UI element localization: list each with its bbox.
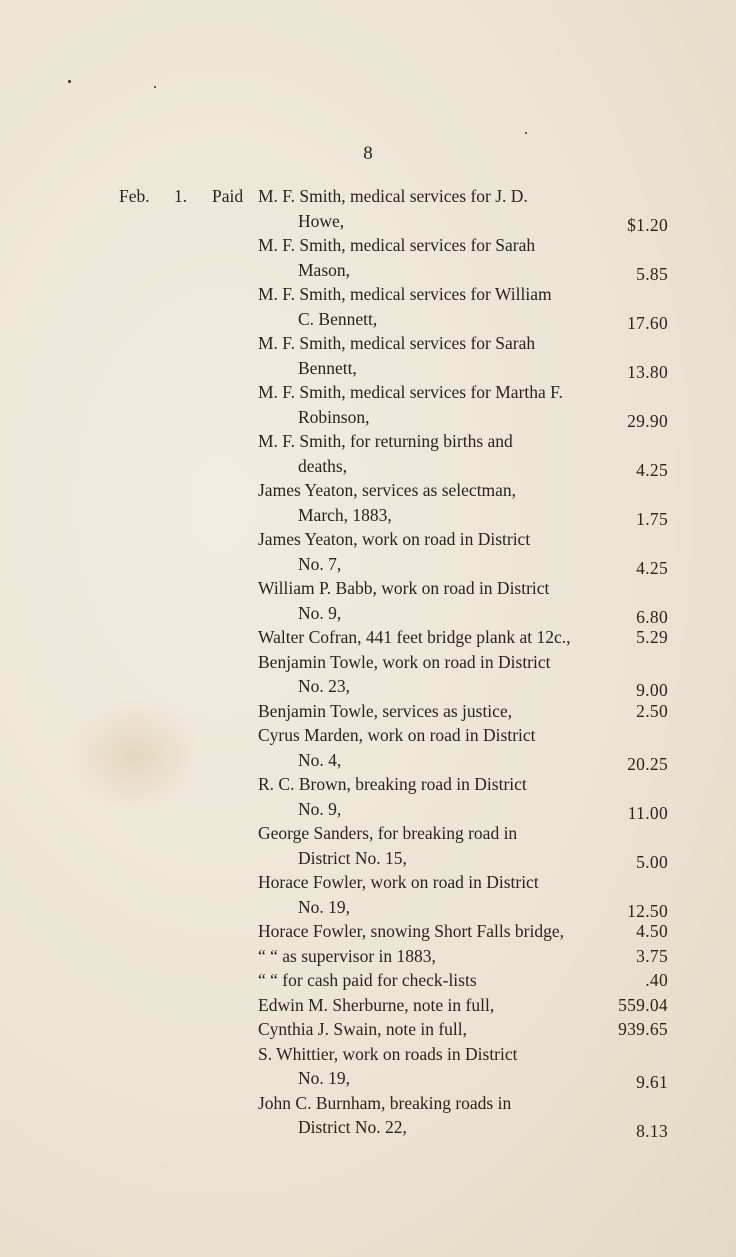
entry-description: Benjamin Towle, work on road in District <box>258 651 551 672</box>
entry-amount: 11.00 <box>627 802 668 823</box>
entry-description-continued: No. 19, <box>298 1068 351 1088</box>
ledger-entry <box>0 186 736 235</box>
entry-amount: 939.65 <box>618 1019 668 1039</box>
ledger-entry <box>0 921 736 946</box>
entry-amount: 20.25 <box>627 753 668 774</box>
entry-description-continued: March, 1883, <box>298 504 392 525</box>
ledger-entry <box>0 872 736 921</box>
ledger-entry <box>0 823 736 872</box>
entry-amount: 4.25 <box>636 557 668 578</box>
entry-description: Edwin M. Sherburne, note in full, <box>258 994 495 1015</box>
entry-description-continued: C. Bennett, <box>298 308 378 329</box>
entry-description: William P. Babb, work on road in District <box>258 578 550 598</box>
entry-description: Horace Fowler, snowing Short Falls bridge, <box>258 921 564 941</box>
ink-speck <box>154 86 156 88</box>
ledger-entry <box>0 652 736 701</box>
entry-amount: 5.85 <box>636 263 668 284</box>
entry-amount: 559.04 <box>618 994 668 1015</box>
entry-description-continued: No. 7, <box>298 553 342 574</box>
entry-description: M. F. Smith, medical services for Sarah <box>258 333 536 353</box>
entry-description: “ “ for cash paid for check-lists <box>258 970 477 990</box>
entry-description-continued: No. 9, <box>298 798 342 819</box>
entry-description-continued: deaths, <box>298 455 348 476</box>
entry-amount: 5.00 <box>636 851 668 872</box>
entry-amount: .40 <box>645 970 668 990</box>
ledger-entry <box>0 431 736 480</box>
entry-description-continued: District No. 15, <box>298 847 407 868</box>
entry-description: George Sanders, for breaking road in <box>258 823 518 843</box>
entry-description: Cyrus Marden, work on road in District <box>258 725 536 745</box>
entry-amount: 4.25 <box>636 459 668 480</box>
entry-description: M. F. Smith, medical services for Sarah <box>258 235 536 255</box>
ledger-entry <box>0 774 736 823</box>
entry-description-continued: No. 4, <box>298 749 342 770</box>
entry-description: M. F. Smith, medical services for William <box>258 284 552 304</box>
ledger-entry <box>0 725 736 774</box>
entry-amount: 12.50 <box>627 900 668 921</box>
ledger-entry <box>0 1093 736 1142</box>
entry-description: S. Whittier, work on roads in District <box>258 1043 518 1064</box>
entry-amount: 6.80 <box>636 606 668 627</box>
entry-description-continued: Mason, <box>298 259 351 280</box>
ledger-entry <box>0 284 736 333</box>
ledger-entry <box>0 235 736 284</box>
ledger-entry <box>0 995 736 1020</box>
paid-label: Paid <box>212 186 244 206</box>
entry-description: Walter Cofran, 441 feet bridge plank at 12c., <box>258 627 571 647</box>
entry-amount: 13.80 <box>627 361 668 382</box>
ledger-entry <box>0 529 736 578</box>
entry-description: R. C. Brown, breaking road in District <box>258 774 527 794</box>
entry-amount: 9.61 <box>636 1072 668 1092</box>
ledger-entry <box>0 333 736 382</box>
ledger-entry <box>0 1044 736 1093</box>
entry-description: M. F. Smith, medical services for Martha F. <box>258 382 563 402</box>
entry-description: Benjamin Towle, services as justice, <box>258 700 513 721</box>
entry-amount: 29.90 <box>627 410 668 431</box>
entry-amount: 1.75 <box>636 508 668 529</box>
entry-description: James Yeaton, services as selectman, <box>258 480 517 500</box>
entry-amount: 3.75 <box>636 945 668 966</box>
ledger-entry <box>0 627 736 652</box>
entry-amount: 2.50 <box>636 700 668 721</box>
ledger-entry <box>0 480 736 529</box>
entry-description-continued: No. 9, <box>298 602 342 623</box>
ink-speck <box>68 80 71 83</box>
ledger-entry <box>0 946 736 971</box>
entry-description: James Yeaton, work on road in District <box>258 529 531 549</box>
entry-description-continued: No. 23, <box>298 676 351 696</box>
entry-description: Cynthia J. Swain, note in full, <box>258 1019 468 1039</box>
ledger-entries <box>0 186 736 1142</box>
entry-description-continued: No. 19, <box>298 896 351 917</box>
entry-description: “ “ as supervisor in 1883, <box>258 945 436 966</box>
date-day: 1. <box>174 186 188 206</box>
entry-amount: 9.00 <box>636 680 668 700</box>
entry-amount: $1.20 <box>627 214 668 235</box>
ledger-entry <box>0 1019 736 1044</box>
entry-description-continued: Bennett, <box>298 357 357 378</box>
page-number: 8 <box>363 143 373 164</box>
ledger-entry <box>0 701 736 726</box>
entry-description: John C. Burnham, breaking roads in <box>258 1092 512 1113</box>
entry-amount: 17.60 <box>627 312 668 333</box>
entry-amount: 8.13 <box>636 1121 668 1141</box>
entry-description: M. F. Smith, medical services for J. D. <box>258 186 528 206</box>
entry-amount: 5.29 <box>636 627 668 647</box>
entry-amount: 4.50 <box>636 921 668 941</box>
entry-description-continued: District No. 22, <box>298 1117 407 1137</box>
ledger-entry <box>0 970 736 995</box>
date-month: Feb. <box>119 186 150 206</box>
entry-description-continued: Robinson, <box>298 406 370 427</box>
ledger-entry <box>0 578 736 627</box>
entry-description: M. F. Smith, for returning births and <box>258 431 513 451</box>
entry-description-continued: Howe, <box>298 210 345 231</box>
ledger-entry <box>0 382 736 431</box>
ink-speck <box>525 132 527 134</box>
entry-description: Horace Fowler, work on road in District <box>258 872 539 892</box>
